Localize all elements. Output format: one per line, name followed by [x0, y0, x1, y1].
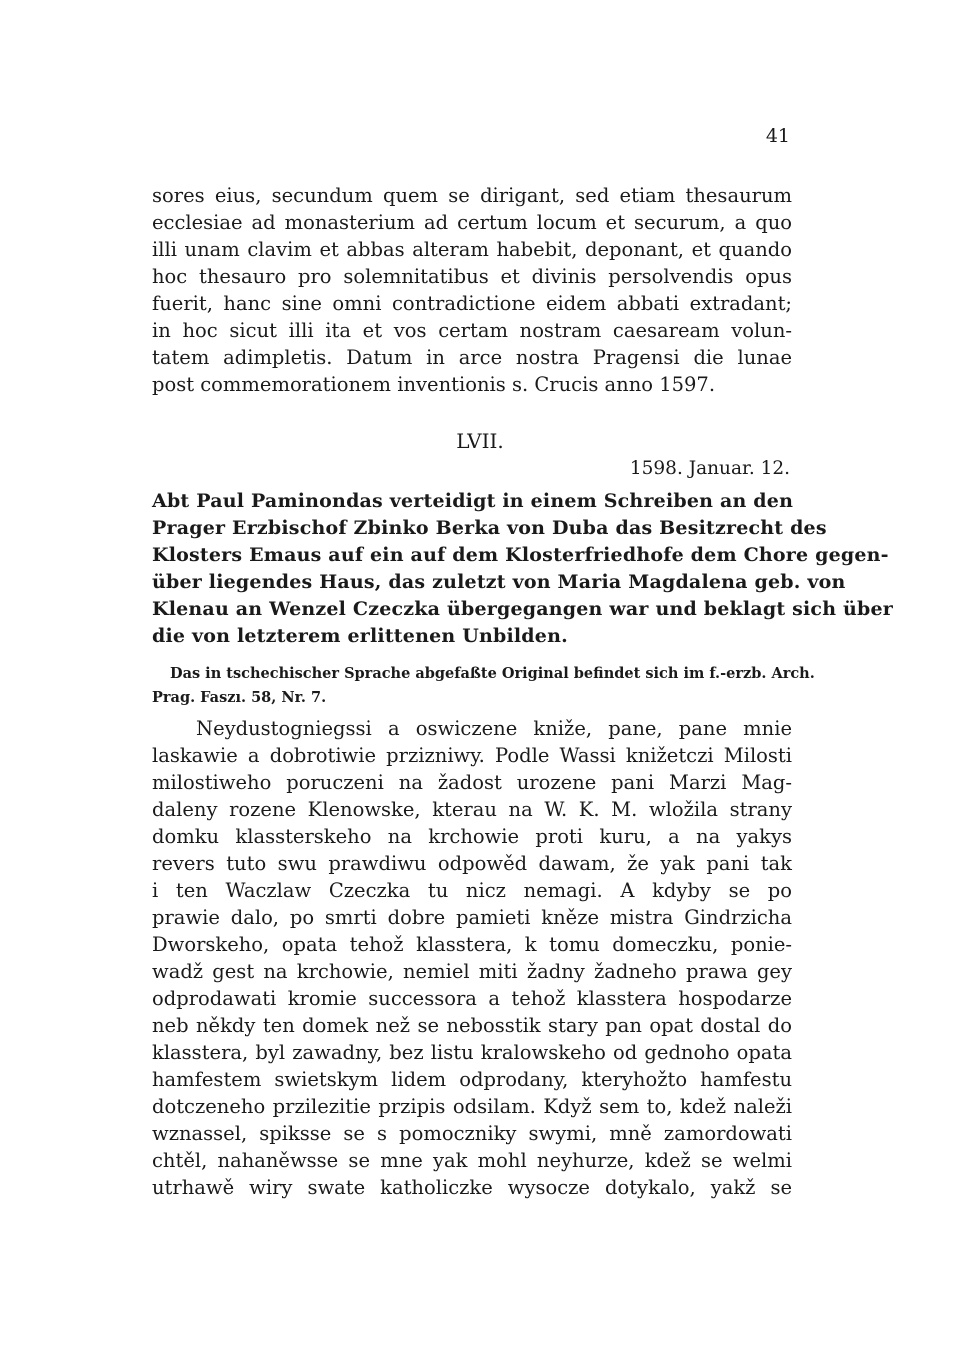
- summary-line: Klenau an Wenzel Czeczka übergegangen war und beklagt sich über: [152, 598, 894, 620]
- text-line: fuerit, hanc sine omni contradictione eidem abbati extradant;: [152, 292, 792, 315]
- summary-line: Klosters Emaus auf ein auf dem Klosterfriedhofe dem Chore gegen-: [152, 544, 889, 566]
- text-line: sores eius, secundum quem se dirigant, sed etiam thesaurum: [152, 184, 792, 207]
- text-line: Neydustogniegssi a oswiczene kniže, pane, pane mnie: [196, 717, 792, 740]
- page-number: 41: [765, 125, 790, 147]
- summary-line: Prager Erzbischof Zbinko Berka von Duba das Besitzrecht des: [152, 517, 827, 539]
- document-number-heading: LVII.: [456, 429, 504, 453]
- text-line: tatem adimpletis. Datum in arce nostra Pragensi die lunae: [152, 346, 792, 369]
- source-note-line: Das in tschechischer Sprache abgefaßte Original befindet sich im f.-erzb. Arch.: [170, 665, 815, 682]
- text-line: dotczeneho przilezitie przipis odsilam. Když sem to, kdež naleži: [152, 1095, 792, 1118]
- text-line: revers tuto swu prawdiwu odpowěd dawam, že yak pani tak: [152, 852, 792, 875]
- text-line: laskawie a dobrotiwie przizniwy. Podle Wassi knižetczi Milosti: [152, 744, 792, 767]
- summary-line: über liegendes Haus, das zuletzt von Maria Magdalena geb. von: [152, 571, 846, 593]
- text-line: hoc thesauro pro solemnitatibus et divinis persolvendis opus: [152, 265, 792, 288]
- text-line: illi unam clavim et abbas alteram habebit, deponant, et quando: [152, 238, 792, 261]
- text-line: neb někdy ten domek než se nebosstik stary pan opat dostal do: [152, 1014, 792, 1037]
- text-line: utrhawě wiry swate katholiczke wysocze dotykalo, yakž se: [152, 1176, 792, 1199]
- text-line: odprodawati kromie successora a tehož klasstera hospodarze: [152, 987, 792, 1010]
- text-line: in hoc sicut illi ita et vos certam nostram caesaream volun-: [152, 319, 792, 342]
- document-date: 1598. Januar. 12.: [629, 458, 790, 479]
- summary-line: die von letzterem erlittenen Unbilden.: [152, 625, 568, 647]
- text-line: ecclesiae ad monasterium ad certum locum et securum, a quo: [152, 211, 792, 234]
- text-line: i ten Waczlaw Czeczka tu nicz nemagi. A kdyby se po: [152, 879, 792, 902]
- text-line: post commemorationem inventionis s. Crucis anno 1597.: [152, 373, 716, 396]
- text-line: chtěl, nahaněwsse se mne yak mohl neyhurze, kdež se welmi: [152, 1149, 792, 1172]
- text-line: klasstera, byl zawadny, bez listu kralowskeho od gednoho opata: [152, 1041, 792, 1064]
- text-line: wznassel, spiksse se s pomoczniky swymi, mně zamordowati: [152, 1122, 792, 1145]
- text-line: wadž gest na krchowie, nemiel miti žadny žadneho prawa gey: [152, 960, 792, 983]
- summary-line: Abt Paul Paminondas verteidigt in einem Schreiben an den: [152, 490, 794, 512]
- text-line: Dworskeho, opata tehož klasstera, k tomu domeczku, ponie-: [152, 933, 792, 956]
- text-line: hamfestem swietskym lidem odprodany, kteryhožto hamfestu: [152, 1068, 792, 1091]
- text-line: prawie dalo, po smrti dobre pamieti kněze mistra Gindrzicha: [152, 906, 792, 929]
- source-note-line: Prag. Faszı. 58, Nr. 7.: [152, 689, 327, 706]
- text-line: daleny rozene Klenowske, kterau na W. K. M. wložila strany: [152, 798, 792, 821]
- text-line: domku klassterskeho na krchowie proti kuru, a na yakys: [152, 825, 792, 848]
- text-line: milostiweho poruczeni na žadost urozene pani Marzi Mag-: [152, 771, 792, 794]
